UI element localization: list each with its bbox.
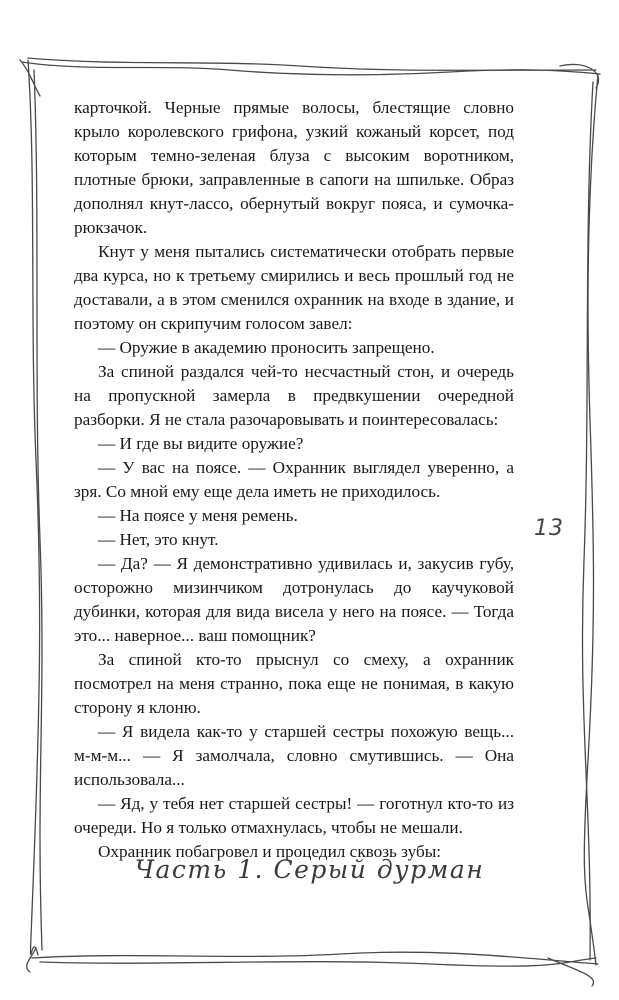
paragraph: — Нет, это кнут.	[98, 530, 219, 549]
paragraph: — Оружие в академию проносить запрещено.	[98, 338, 435, 357]
paragraph: За спиной кто-то прыснул со смеху, а охранник посмотрел на меня странно, пока еще не понимая, в какую сторону я клоню.	[74, 650, 514, 717]
paragraph: За спиной раздался чей-то несчастный стон, и очередь на пропускной замерла в предвкушении очередной разборки. Я не стала разочаровывать и поинтересовалась:	[74, 362, 514, 429]
paragraph: — Яд, у тебя нет старшей сестры! — гоготнул кто-то из очереди. Но я только отмахнулась, чтобы не мешали.	[74, 794, 514, 837]
paragraph: Кнут у меня пытались систематически отобрать первые два курса, но к третьему смирились и весь прошлый год не доставали, а в этом сменился охранник на входе в здание, и поэтому он скрипучим голосом завел:	[74, 242, 514, 333]
page-number: 13	[534, 516, 564, 541]
paragraph: — И где вы видите оружие?	[98, 434, 304, 453]
paragraph: — Да? — Я демонстративно удивилась и, закусив губу, осторожно мизинчиком дотронулась до каучуковой дубинки, которая для вида висела у него на поясе. — Тогда это... наверное... ваш помощник?	[74, 554, 514, 645]
paragraph: — На поясе у меня ремень.	[98, 506, 298, 525]
paragraph: карточкой. Черные прямые волосы, блестящие словно крыло королевского грифона, узкий кожаный корсет, под которым темно-зеленая блуза с высоким воротником, плотные брюки, заправленные в сапоги на шпильке. Образ дополнял кнут-лассо, обернутый вокруг пояса, и сумочка-рюкзачок.	[74, 98, 514, 237]
paragraph: Охранник побагровел и процедил сквозь зубы:	[98, 842, 442, 861]
body-text	[74, 96, 514, 864]
running-footer: Часть 1. Серый дурман	[134, 855, 485, 884]
paragraph: — Я видела как-то у старшей сестры похожую вещь... м-м-м... — Я замолчала, словно смутившись. — Она использовала...	[74, 722, 514, 789]
paragraph: — У вас на поясе. — Охранник выглядел уверенно, а зря. Со мной ему еще дела иметь не приходилось.	[74, 458, 514, 501]
